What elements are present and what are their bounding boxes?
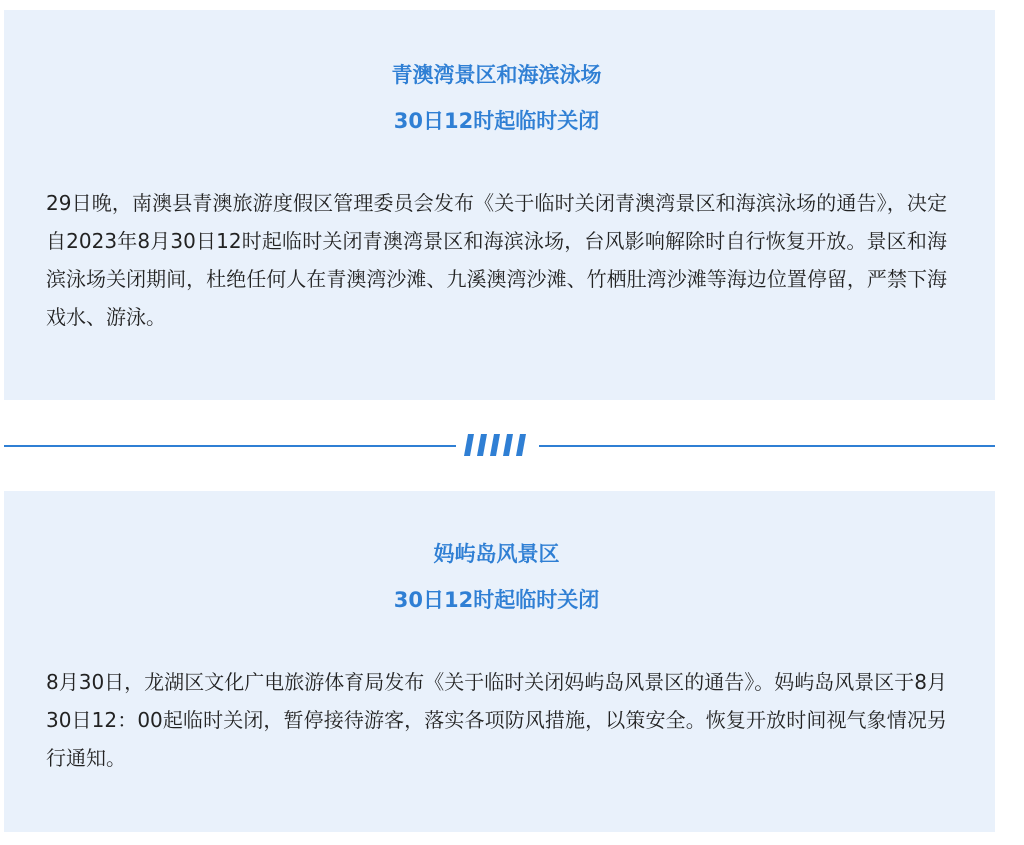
notice-subtitle: 30日12时起临时关闭 [393, 109, 600, 133]
notice-title: 妈屿岛风景区 [433, 542, 560, 566]
notice-card-mayu [4, 491, 995, 832]
divider-line-right [539, 445, 995, 447]
notice-title-block [46, 10, 947, 144]
notice-card-qingao [4, 10, 995, 400]
divider-stripes-icon [462, 434, 532, 456]
notice-title: 青澳湾景区和海滨泳场 [391, 63, 602, 87]
notice-body: 8月30日，龙湖区文化广电旅游体育局发布《关于临时关闭妈屿岛风景区的通告》。妈屿岛风景区于8月30日12：00起临时关闭，暂停接待游客，落实各项防风措施，以策安全。恢复开放时间视气象情况另行通知。 [46, 670, 947, 770]
notice-title-block [46, 491, 947, 623]
notice-subtitle: 30日12时起临时关闭 [393, 588, 600, 612]
section-divider [4, 426, 995, 456]
notice-body: 29日晚，南澳县青澳旅游度假区管理委员会发布《关于临时关闭青澳湾景区和海滨泳场的通告》，决定自2023年8月30日12时起临时关闭青澳湾景区和海滨泳场，台风影响解除时自行恢复开放。景区和海滨泳场关闭期间，杜绝任何人在青澳湾沙滩、九溪澳湾沙滩、竹栖肚湾沙滩等海边位置停留，严禁下海戏水、游泳。 [46, 191, 947, 329]
divider-line-left [4, 445, 456, 447]
